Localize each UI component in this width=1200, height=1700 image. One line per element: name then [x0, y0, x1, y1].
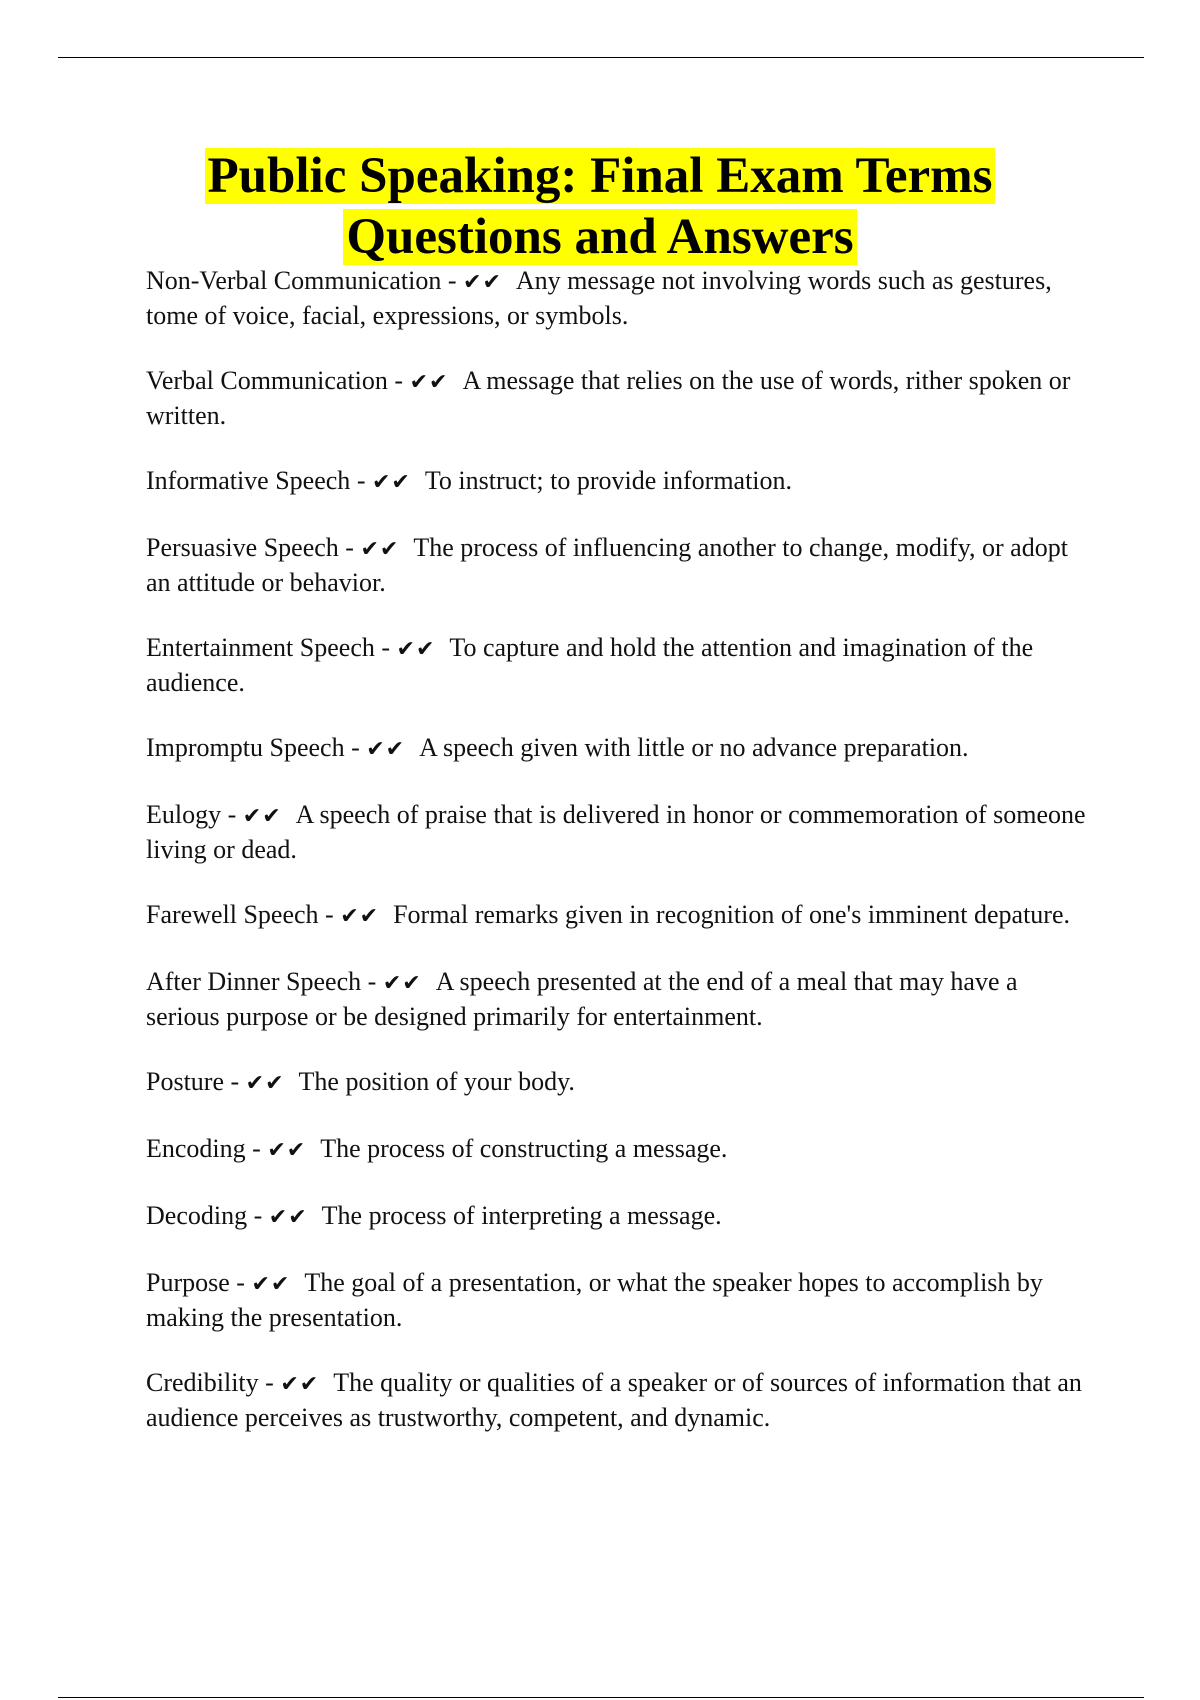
- term-entry: [146, 1199, 1092, 1234]
- term-name: Impromptu Speech: [146, 733, 345, 762]
- term-separator: -: [245, 1134, 268, 1163]
- term-entry: [146, 364, 1092, 432]
- term-entry: [146, 798, 1092, 866]
- double-check-icon: ✔✔: [396, 637, 436, 662]
- bottom-rule: [58, 1697, 1144, 1698]
- term-entry: [146, 464, 1092, 499]
- term-definition: To capture and hold the attention and imagination of the audience.: [146, 633, 1034, 697]
- term-definition: The process of interpreting a message.: [321, 1201, 722, 1230]
- term-definition: Formal remarks given in recognition of one's imminent depature.: [393, 900, 1070, 929]
- double-check-icon: ✔✔: [245, 1071, 285, 1096]
- term-name: Encoding: [146, 1134, 246, 1163]
- term-separator: -: [247, 1201, 269, 1230]
- term-separator: -: [441, 266, 464, 295]
- term-entry: [146, 898, 1092, 933]
- term-separator: -: [350, 466, 372, 495]
- term-separator: -: [387, 366, 410, 395]
- term-name: Credibility: [146, 1368, 259, 1397]
- double-check-icon: ✔✔: [251, 1272, 291, 1297]
- term-definition: To instruct; to provide information.: [424, 466, 793, 495]
- title-highlight: Public Speaking: Final Exam Terms: [205, 148, 996, 204]
- term-entry: [146, 731, 1092, 766]
- term-name: Purpose: [146, 1268, 230, 1297]
- term-separator: -: [344, 733, 367, 762]
- term-name: Verbal Communication: [146, 366, 388, 395]
- term-definition: The quality or qualities of a speaker or of sources of information that an audience perceives as trustworthy, competent, and dynamic.: [146, 1368, 1082, 1432]
- term-definition: The process of influencing another to change, modify, or adopt an attitude or behavior.: [146, 533, 1068, 597]
- term-name: Entertainment Speech: [146, 633, 375, 662]
- term-separator: -: [318, 900, 341, 929]
- term-entry: [146, 1132, 1092, 1167]
- term-separator: -: [374, 633, 397, 662]
- term-definition: A speech presented at the end of a meal that may have a serious purpose or be designed primarily for entertainment.: [146, 967, 1018, 1031]
- term-separator: -: [338, 533, 361, 562]
- double-check-icon: ✔✔: [268, 1205, 308, 1230]
- double-check-icon: ✔✔: [360, 537, 400, 562]
- double-check-icon: ✔✔: [280, 1372, 320, 1397]
- term-entry: [146, 1366, 1092, 1434]
- term-entry: [146, 631, 1092, 699]
- term-definition: The goal of a presentation, or what the speaker hopes to accomplish by making the presentation.: [146, 1268, 1043, 1332]
- double-check-icon: ✔✔: [382, 971, 422, 996]
- term-name: After Dinner Speech: [146, 967, 362, 996]
- term-entry: [146, 531, 1092, 599]
- term-entry: [146, 264, 1092, 332]
- term-definition: A speech of praise that is delivered in honor or commemoration of someone living or dead.: [146, 800, 1086, 864]
- term-separator: -: [258, 1368, 281, 1397]
- term-definition: Any message not involving words such as gestures, tome of voice, facial, expressions, or symbols.: [146, 266, 1052, 330]
- term-separator: -: [221, 800, 243, 829]
- double-check-icon: ✔✔: [340, 904, 380, 929]
- term-separator: -: [229, 1268, 252, 1297]
- term-separator: -: [361, 967, 383, 996]
- title-line-2: [0, 207, 1200, 268]
- double-check-icon: ✔✔: [463, 270, 502, 295]
- term-name: Decoding: [146, 1201, 248, 1230]
- term-entry: [146, 965, 1092, 1033]
- term-definition: The position of your body.: [298, 1067, 575, 1096]
- term-definition: The process of constructing a message.: [320, 1134, 728, 1163]
- double-check-icon: ✔✔: [242, 804, 282, 829]
- double-check-icon: ✔✔: [267, 1138, 307, 1163]
- term-entry: [146, 1266, 1092, 1334]
- title-highlight: Questions and Answers: [343, 209, 856, 265]
- double-check-icon: ✔✔: [366, 737, 406, 762]
- terms-list: [146, 264, 1092, 1466]
- term-definition: A message that relies on the use of words, rither spoken or written.: [146, 366, 1071, 430]
- term-name: Persuasive Speech: [146, 533, 339, 562]
- term-name: Eulogy: [146, 800, 222, 829]
- term-entry: [146, 1065, 1092, 1100]
- term-name: Informative Speech: [146, 466, 351, 495]
- term-name: Non-Verbal Communication: [146, 266, 442, 295]
- title-line-1: [0, 146, 1200, 207]
- double-check-icon: ✔✔: [409, 370, 449, 395]
- double-check-icon: ✔✔: [371, 470, 411, 495]
- term-name: Posture: [146, 1067, 224, 1096]
- term-definition: A speech given with little or no advance preparation.: [419, 733, 969, 762]
- document-title: [0, 146, 1200, 268]
- top-rule: [58, 57, 1144, 58]
- term-name: Farewell Speech: [146, 900, 319, 929]
- term-separator: -: [224, 1067, 246, 1096]
